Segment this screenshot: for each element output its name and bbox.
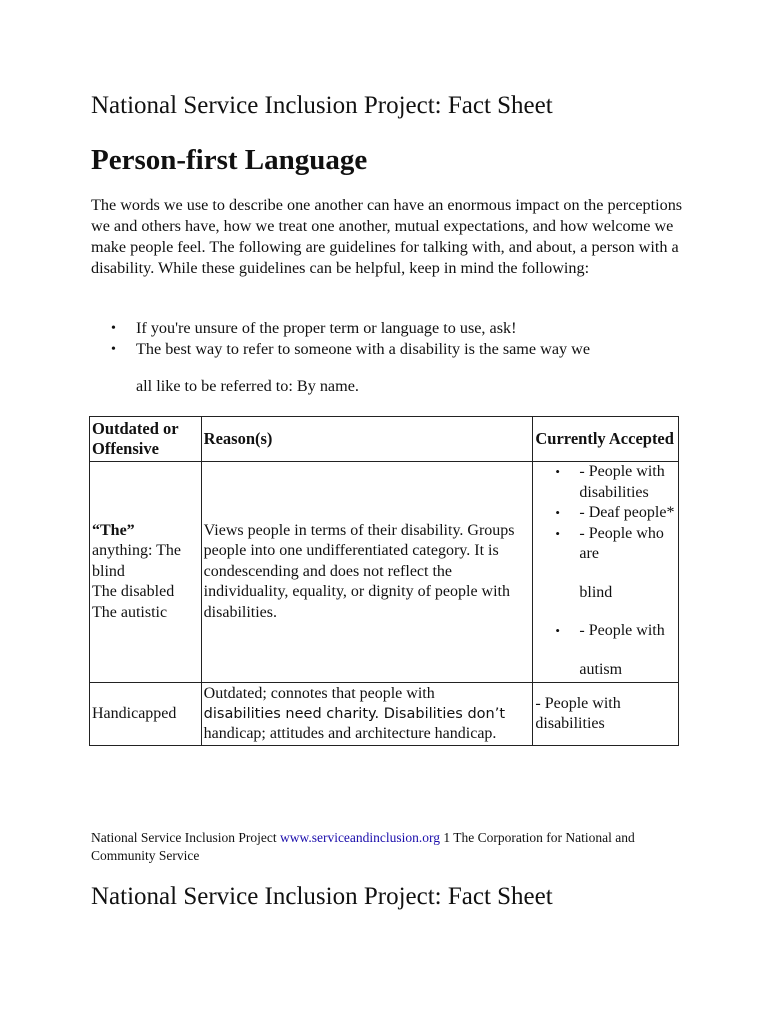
outdated-term-cell: Handicapped	[90, 683, 202, 746]
outdated-term-line: The autistic	[92, 603, 168, 621]
page-footer	[91, 829, 691, 865]
outdated-term-line: The disabled	[92, 583, 175, 601]
accepted-term-cell	[533, 462, 679, 683]
terminology-table	[89, 416, 679, 746]
website-link[interactable]: www.serviceandinclusion.org	[279, 830, 441, 845]
next-page-header-title: National Service Inclusion Project: Fact Sheet	[91, 883, 553, 910]
table-row	[90, 462, 679, 683]
footer-text-continued: 1 The Corporation for National and Community Service	[91, 830, 635, 863]
accepted-term-item	[535, 503, 676, 524]
guideline-list	[91, 318, 691, 360]
accepted-term-text: - People with disabilities	[579, 463, 665, 501]
list-item: • If you're unsure of the proper term or language to use, ask!	[91, 318, 691, 339]
page-header-title: National Service Inclusion Project: Fact Sheet	[91, 92, 553, 119]
accepted-term-item	[535, 524, 676, 622]
list-item: • The best way to refer to someone with a disability is the same way we	[91, 339, 691, 360]
list-item-continuation: all like to be referred to: By name.	[136, 377, 359, 395]
accepted-term-item	[535, 621, 676, 680]
reason-cell: Views people in terms of their disability. Groups people into one undifferentiated category. It is condescending and does not reflect the individuality, equality, or dignity of people with disabilities.	[201, 462, 533, 683]
page-title: Person-first Language	[91, 144, 368, 176]
outdated-term-cell	[90, 462, 202, 683]
outdated-term-line: anything: The blind	[92, 542, 182, 580]
accepted-term-text: - People with	[579, 622, 665, 639]
accepted-term-text-continued: blind	[579, 583, 613, 601]
accepted-term-text-continued: autism	[579, 660, 623, 678]
accepted-term-list	[535, 462, 676, 680]
intro-paragraph: The words we use to describe one another can have an enormous impact on the perceptions we and others have, how we treat one another, mutual expectations, and how welcome we make people feel. The following are guidelines for talking with, and about, a person with a disability. While these guidelines can be helpful, keep in mind the following:	[91, 196, 683, 277]
column-header-reasons: Reason(s)	[201, 417, 533, 462]
reason-cell	[201, 683, 533, 746]
column-header-outdated: Outdated or Offensive	[90, 417, 202, 462]
accepted-term-text: - People who are	[579, 524, 664, 562]
accepted-term-cell: - People with disabilities	[533, 683, 679, 746]
accepted-term-item	[535, 462, 676, 503]
footer-text: National Service Inclusion Project	[91, 830, 280, 845]
table-row	[90, 683, 679, 746]
accepted-term-text: - Deaf people*	[579, 504, 675, 521]
reason-line: Outdated; connotes that people with	[203, 685, 435, 702]
reason-line: handicap; attitudes and architecture handicap.	[203, 725, 497, 742]
reason-line: disabilities need charity. Disabilities don’t	[203, 706, 506, 722]
column-header-accepted: Currently Accepted	[533, 417, 679, 462]
outdated-term-line: “The”	[92, 521, 135, 539]
table-header-row	[90, 417, 679, 462]
